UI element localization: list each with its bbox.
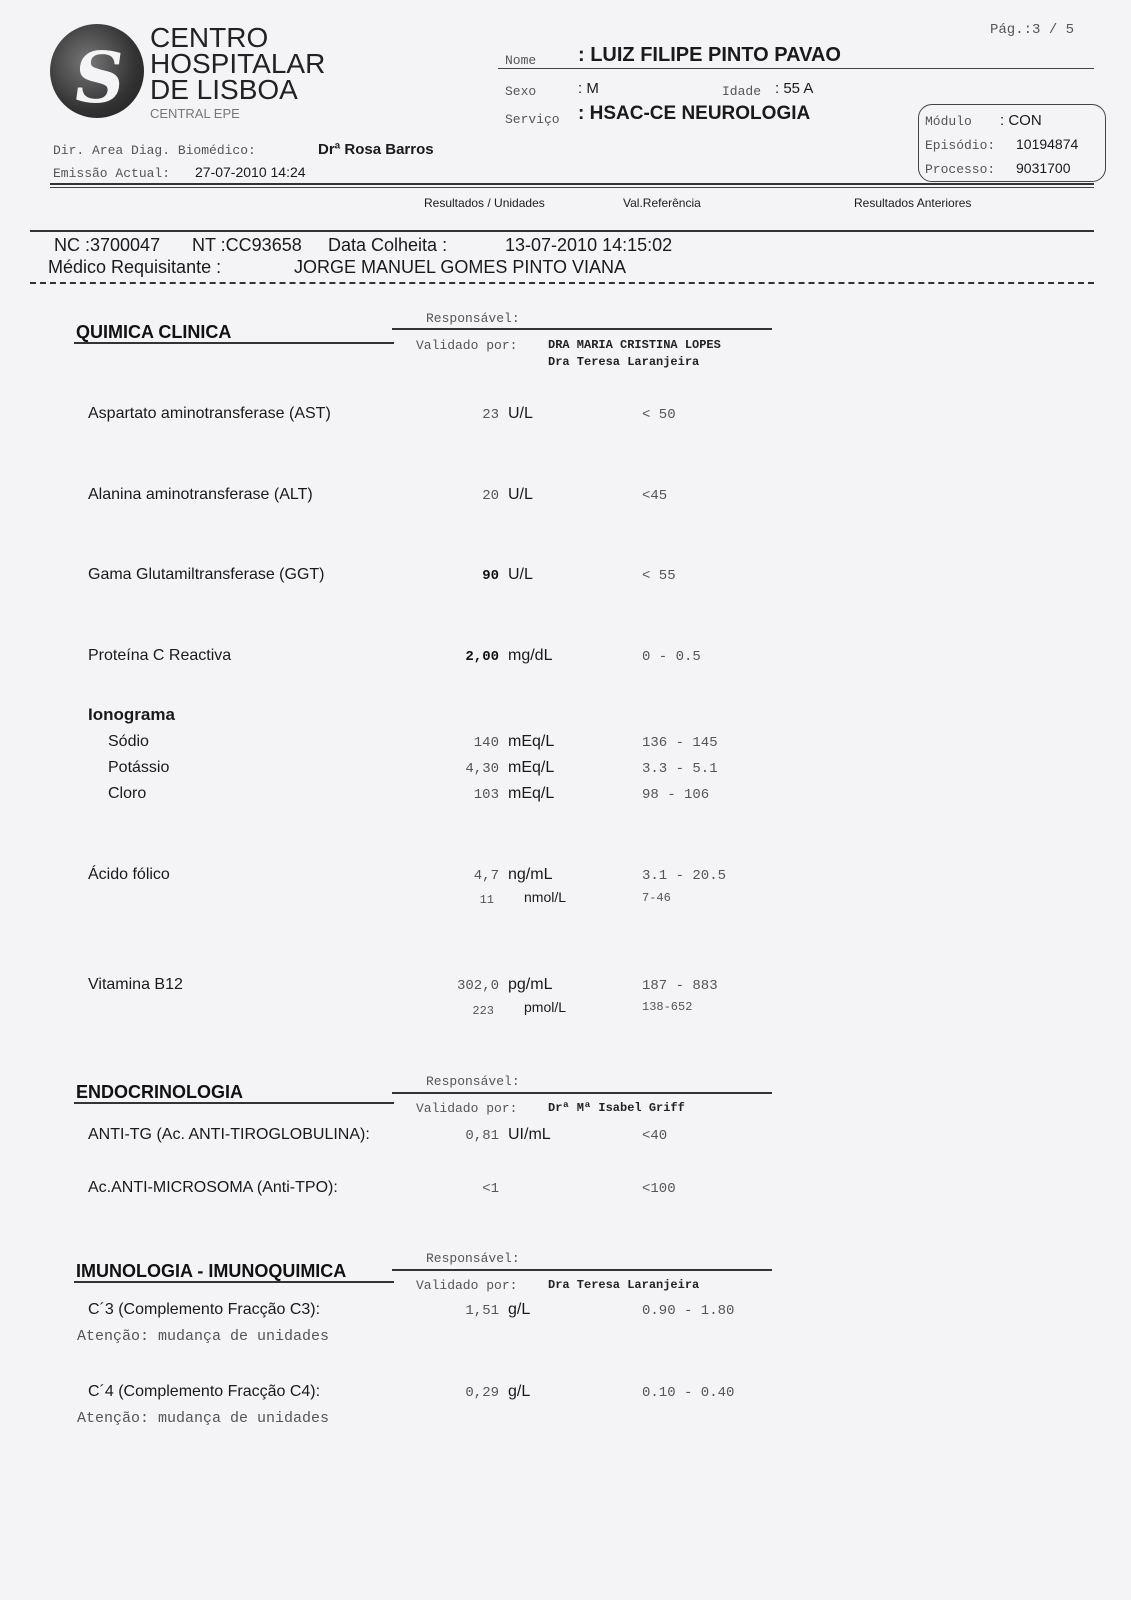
test-unit2-b12: pmol/L [524,999,567,1015]
section-underline [74,1102,394,1104]
director-name: Drª Rosa Barros [318,141,434,158]
medico-label: Médico Requisitante : [48,257,222,277]
section-title-quimica: QUIMICA CLINICA [76,322,232,342]
episodio-value: 10194874 [1016,136,1079,152]
test-name-cloro: Cloro [108,785,147,802]
test-ref-folico: 3.1 - 20.5 [642,868,727,884]
test-value-cloro: 103 [473,787,499,803]
idade-label: Idade [722,84,762,99]
test-value-ast: 23 [482,407,499,423]
section-underline [74,1281,394,1283]
nc-code: NC :3700047 [54,235,161,255]
test-value-b12: 302,0 [456,978,499,994]
test-name-c3: C´3 (Complemento Fracção C3): [88,1301,321,1318]
logo-line-2: HOSPITALAR [150,48,326,79]
patient-name: : LUIZ FILIPE PINTO PAVAO [578,44,841,66]
test-note-c3: Atenção: mudança de unidades [77,1328,330,1345]
processo-label: Processo: [925,162,996,177]
validator-1: Dra Teresa Laranjeira [548,1278,700,1292]
test-name-c4: C´4 (Complemento Fracção C4): [88,1383,321,1400]
section-rule [392,1269,772,1271]
responsavel-label: Responsável: [426,1251,520,1266]
test-name-antitpo: Ac.ANTI-MICROSOMA (Anti-TPO): [88,1179,338,1196]
test-unit-ast: U/L [508,405,533,422]
test-value-alt: 20 [482,488,499,504]
sexo-label: Sexo [505,84,537,99]
ionograma-heading: Ionograma [88,705,175,724]
emission-date: 27-07-2010 14:24 [195,164,306,180]
test-ref-ggt: < 55 [642,568,676,584]
test-ref-potassio: 3.3 - 5.1 [642,761,718,777]
request-bottom-divider [30,282,1094,284]
test-value-folico: 4,7 [473,868,499,884]
test-name-pcr: Proteína C Reactiva [88,647,232,664]
test-value-sodio: 140 [473,735,499,751]
test-unit-pcr: mg/dL [508,647,553,664]
page-number [990,22,1074,38]
test-unit2-folico: nmol/L [524,889,567,905]
header-divider-2 [50,187,1094,188]
test-value-c4: 0,29 [465,1385,499,1401]
test-value-antitg: 0,81 [465,1128,499,1144]
test-name-sodio: Sódio [108,733,149,750]
patient-sex: : M [578,80,599,97]
test-ref-cloro: 98 - 106 [642,787,710,803]
validado-label: Validado por: [416,1101,518,1116]
page-label: Pág.: [990,22,1033,38]
validado-label: Validado por: [416,338,518,353]
test-name-alt: Alanina aminotransferase (ALT) [88,486,313,503]
test-unit-c4: g/L [508,1383,531,1400]
test-ref2-folico: 7-46 [642,891,671,905]
test-unit-c3: g/L [508,1301,531,1318]
section-title-imuno: IMUNOLOGIA - IMUNOQUIMICA [76,1261,347,1281]
modulo-value: : CON [1000,112,1042,129]
service: : HSAC-CE NEUROLOGIA [578,103,811,124]
test-unit-alt: U/L [508,486,533,503]
section-title-endocrino: ENDOCRINOLOGIA [76,1082,244,1102]
validator-2: Dra Teresa Laranjeira [548,355,700,369]
test-unit-sodio: mEq/L [508,733,555,750]
test-value-ggt: 90 [482,568,499,584]
validado-label: Validado por: [416,1278,518,1293]
processo-value: 9031700 [1016,160,1071,176]
test-value-c3: 1,51 [465,1303,499,1319]
test-value-antitpo: <1 [482,1181,499,1197]
test-unit-ggt: U/L [508,566,533,583]
test-value-potassio: 4,30 [465,761,499,777]
test-value2-folico: 11 [479,893,494,907]
col-results-header: Resultados / Unidades [424,196,545,210]
test-name-potassio: Potássio [108,759,170,776]
test-value2-b12: 223 [472,1004,494,1018]
emission-label: Emissão Actual: [53,166,171,181]
responsavel-label: Responsável: [426,311,520,326]
logo-line-4: CENTRAL EPE [150,106,240,121]
test-ref-antitg: <40 [642,1128,668,1144]
test-unit-cloro: mEq/L [508,785,555,802]
test-ref2-b12: 138-652 [642,1000,693,1014]
section-rule [392,328,772,330]
test-note-c4: Atenção: mudança de unidades [77,1410,330,1427]
test-unit-folico: ng/mL [508,866,553,883]
medico-name: JORGE MANUEL GOMES PINTO VIANA [294,257,627,277]
test-name-ggt: Gama Glutamiltransferase (GGT) [88,566,325,583]
divider [498,68,1094,69]
test-ref-pcr: 0 - 0.5 [642,649,701,665]
responsavel-label: Responsável: [426,1074,520,1089]
test-ref-alt: <45 [642,488,668,504]
episodio-label: Episódio: [925,138,996,153]
test-ref-b12: 187 - 883 [642,978,718,994]
test-name-folico: Ácido fólico [88,866,170,883]
nt-code: NT :CC93658 [192,235,302,255]
test-ref-c3: 0.90 - 1.80 [642,1303,735,1319]
colheita-date: 13-07-2010 14:15:02 [505,235,673,255]
section-underline [74,342,394,344]
test-name-b12: Vitamina B12 [88,976,183,993]
test-unit-antitg: UI/mL [508,1126,551,1143]
section-rule [392,1092,772,1094]
modulo-label: Módulo [925,114,972,129]
test-ref-sodio: 136 - 145 [642,735,718,751]
director-label: Dir. Area Diag. Biomédico: [53,143,256,158]
servico-label: Serviço [505,112,560,127]
logo-line-3: DE LISBOA [150,74,298,105]
header-divider [50,183,1094,185]
test-unit-b12: pg/mL [508,976,553,993]
test-name-ast: Aspartato aminotransferase (AST) [88,405,331,422]
colheita-label: Data Colheita : [328,235,448,255]
test-value-pcr: 2,00 [465,649,499,665]
logo-line-1: CENTRO [150,22,269,53]
request-top-divider [30,230,1094,232]
test-ref-ast: < 50 [642,407,676,423]
test-ref-c4: 0.10 - 0.40 [642,1385,735,1401]
test-ref-antitpo: <100 [642,1181,676,1197]
validator-1: DRA MARIA CRISTINA LOPES [548,338,721,352]
test-unit-potassio: mEq/L [508,759,555,776]
nome-label: Nome [505,53,537,68]
logo-s-mark: S [68,36,131,119]
page-value: 3 / 5 [1032,22,1075,38]
col-ref-header: Val.Referência [623,196,701,210]
test-name-antitg: ANTI-TG (Ac. ANTI-TIROGLOBULINA): [88,1126,370,1143]
validator-1: Drª Mª Isabel Griff [548,1101,685,1115]
patient-age: : 55 A [775,80,814,97]
col-prev-header: Resultados Anteriores [854,196,972,210]
